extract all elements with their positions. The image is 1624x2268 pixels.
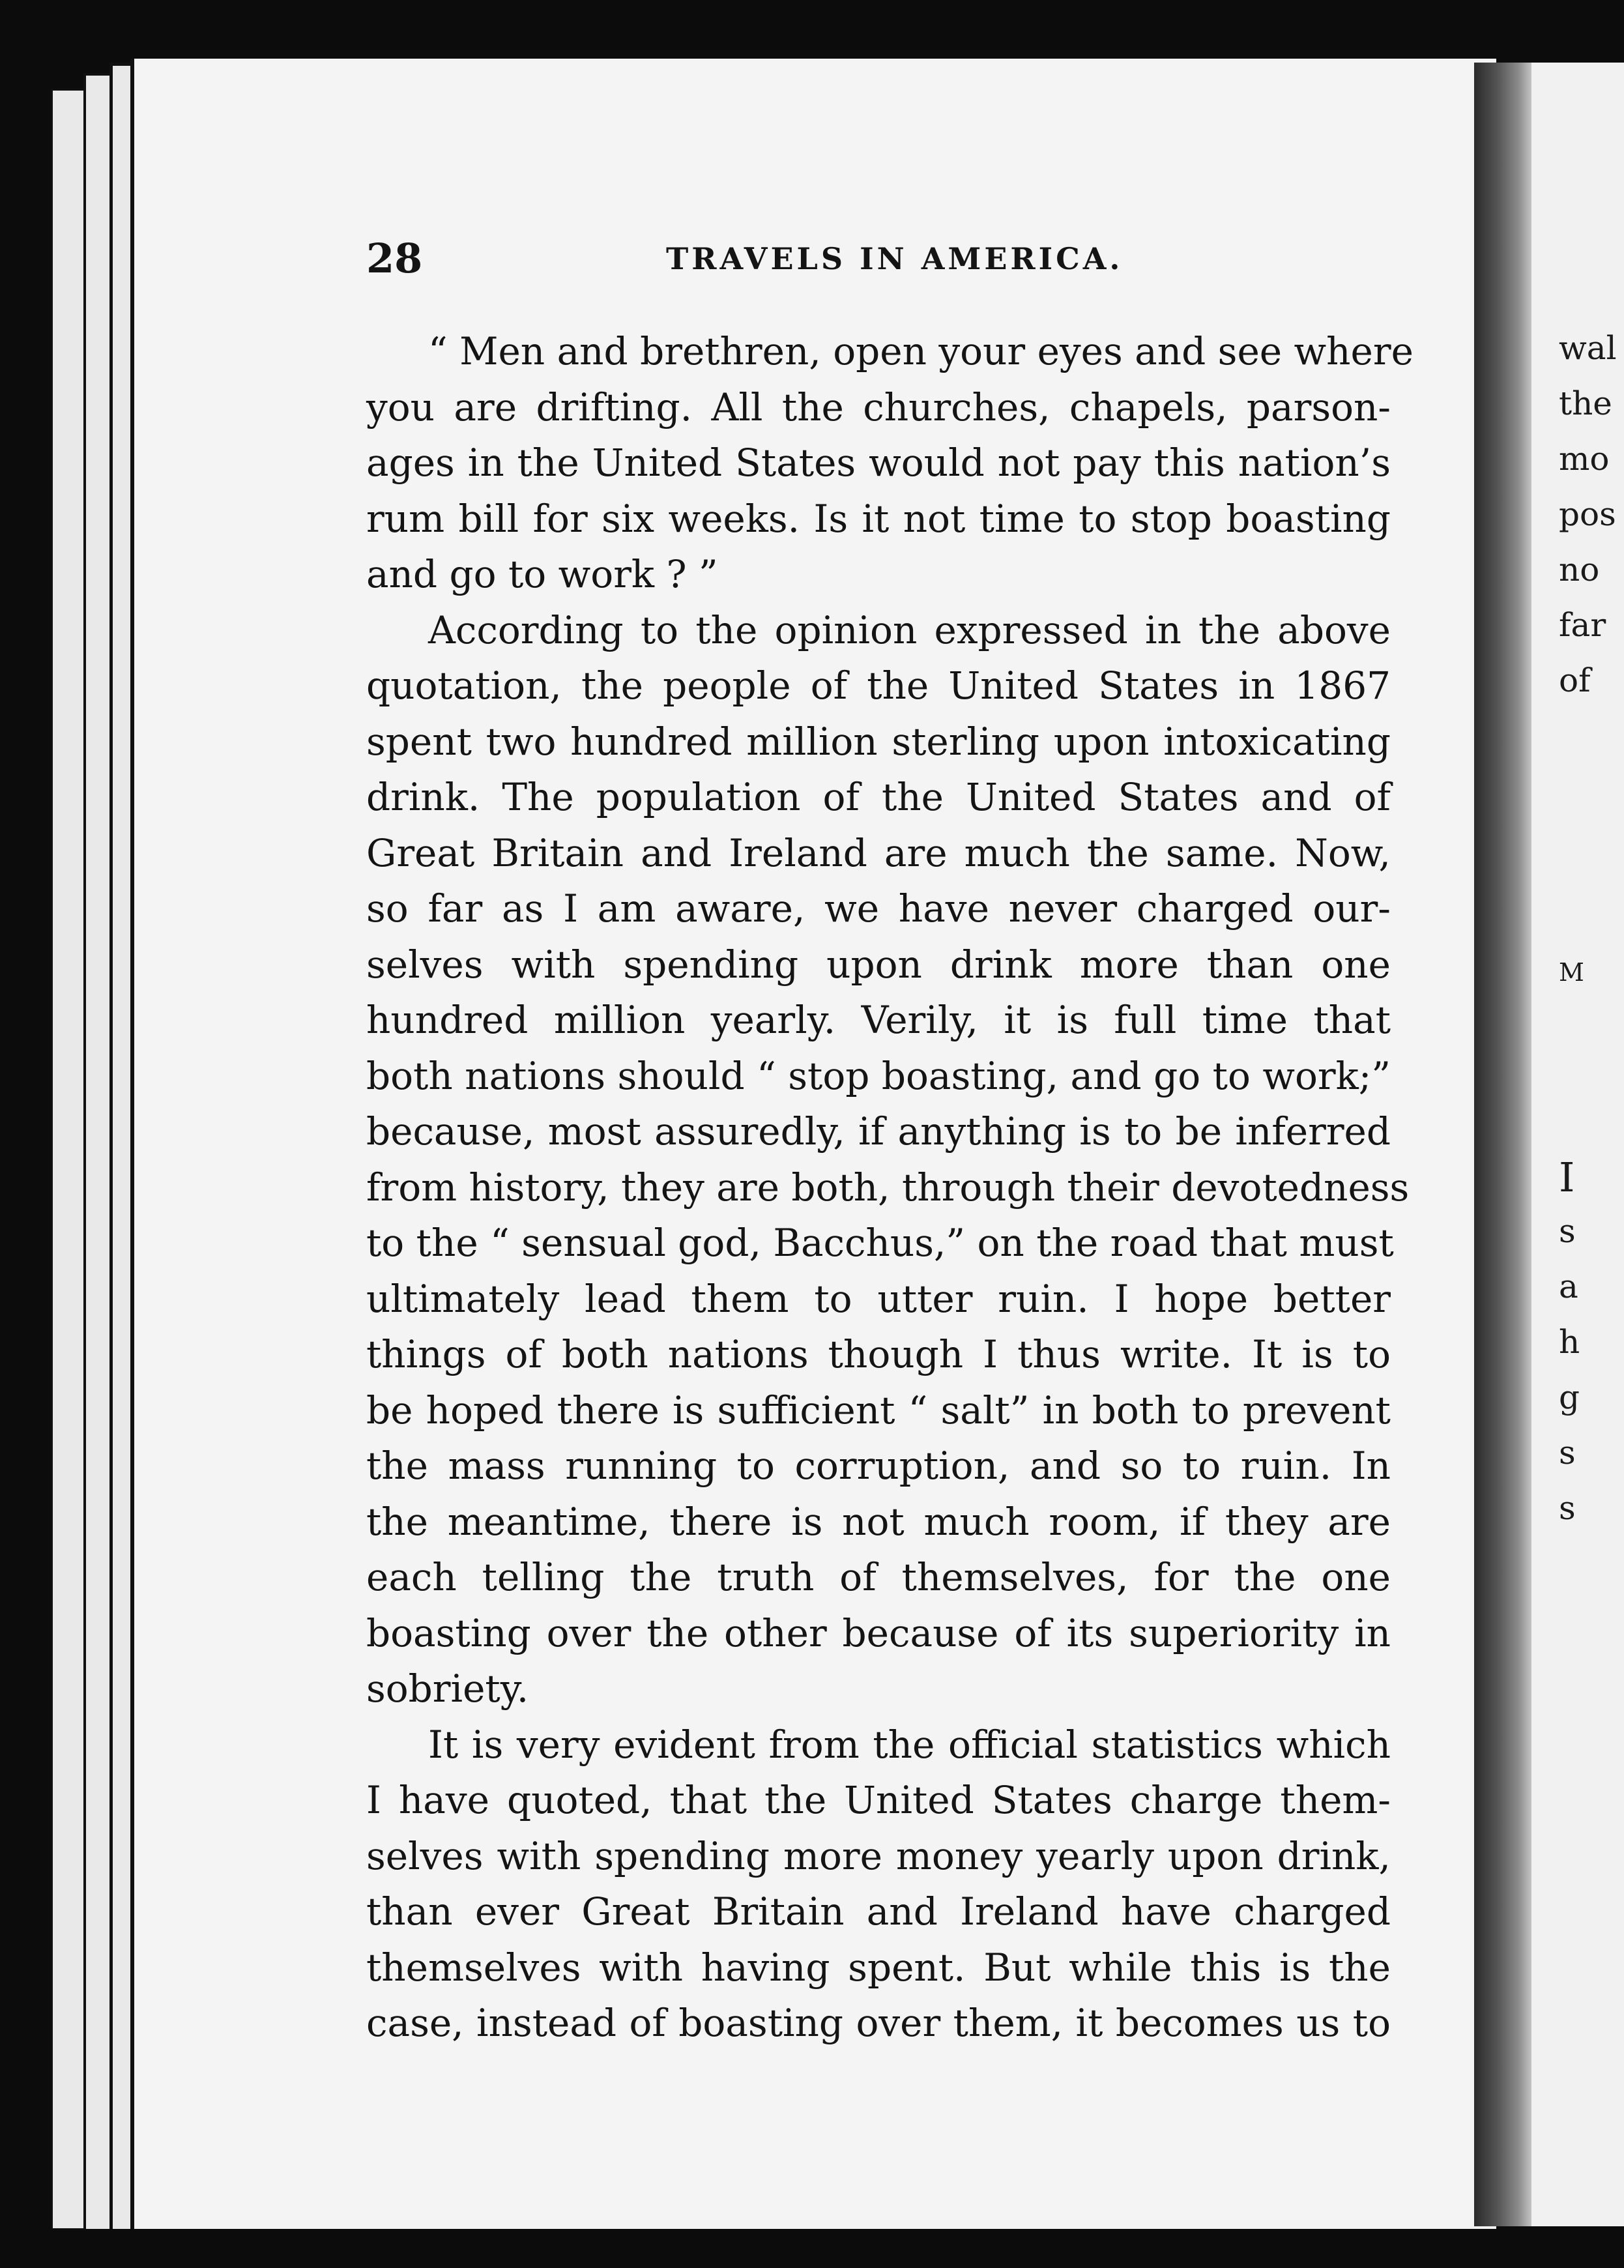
facing-page-fragment: the — [1559, 385, 1612, 422]
text-line: rum bill for six weeks. Is it not time to stop boasting — [366, 496, 1391, 541]
text-line: “ Men and brethren, open your eyes and see where — [428, 329, 1414, 373]
text-line: from history, they are both, through their devotedness — [366, 1165, 1410, 1210]
text-line: boasting over the other because of its superiority in — [366, 1610, 1391, 1655]
text-line: It is very evident from the official statistics which — [428, 1722, 1391, 1767]
text-line: Great Britain and Ireland are much the same. Now, — [366, 830, 1391, 875]
text-line: selves with spending more money yearly upon drink, — [366, 1833, 1391, 1878]
text-line: themselves with having spent. But while this is the — [366, 1945, 1391, 1990]
text-line: quotation, the people of the United States in 1867 — [366, 663, 1391, 708]
text-line: According to the opinion expressed in the above — [428, 607, 1391, 652]
text-line: hundred million yearly. Verily, it is full time that — [366, 998, 1391, 1042]
text-line: be hoped there is sufficient “ salt” in both to prevent — [366, 1388, 1391, 1432]
facing-page-fragment: h — [1559, 1323, 1580, 1361]
text-line: to the “ sensual god, Bacchus,” on the road that must — [366, 1221, 1394, 1265]
book-gutter — [1474, 63, 1533, 2226]
text-line: ultimately lead them to utter ruin. I hope better — [366, 1276, 1391, 1321]
scan-border — [0, 2229, 1624, 2268]
text-line: sobriety. — [366, 1666, 529, 1711]
facing-page-fragment: g — [1559, 1378, 1580, 1416]
text-line: spent two hundred million sterling upon intoxicating — [366, 719, 1391, 764]
text-line: the mass running to corruption, and so to ruin. In — [366, 1444, 1391, 1488]
text-line: ages in the United States would not pay this nation’s — [366, 441, 1391, 485]
facing-page-fragment: s — [1559, 1489, 1576, 1527]
page-number: 28 — [366, 235, 423, 282]
text-line: each telling the truth of themselves, for the one — [366, 1555, 1391, 1599]
text-line: I have quoted, that the United States charge them- — [366, 1778, 1391, 1822]
text-line: selves with spending upon drink more than one — [366, 942, 1391, 987]
facing-page-fragment: s — [1559, 1434, 1576, 1472]
text-line: than ever Great Britain and Ireland have charged — [366, 1889, 1391, 1934]
text-line: things of both nations though I thus write. It is to — [366, 1332, 1391, 1376]
facing-page-fragment: no — [1559, 551, 1600, 589]
text-line: both nations should “ stop boasting, and go to work;” — [366, 1053, 1391, 1098]
text-line: the meantime, there is not much room, if they are — [366, 1499, 1391, 1544]
text-line: you are drifting. All the churches, chapels, parson- — [366, 385, 1391, 429]
facing-page-fragment: a — [1559, 1268, 1578, 1305]
facing-page-fragment: I — [1559, 1154, 1575, 1201]
text-line: drink. The population of the United States and of — [366, 775, 1391, 819]
page-body — [366, 324, 1414, 2052]
facing-page-fragment: mo — [1559, 440, 1610, 478]
text-line: and go to work ? ” — [366, 552, 718, 596]
text-line: so far as I am aware, we have never charged our- — [366, 886, 1391, 931]
facing-page-fragment: of — [1559, 662, 1591, 699]
running-title: TRAVELS IN AMERICA. — [666, 241, 1124, 276]
facing-page-fragment: pos — [1559, 495, 1616, 533]
facing-page-fragment: wal — [1559, 329, 1617, 367]
text-line: because, most assuredly, if anything is to be inferred — [366, 1109, 1391, 1154]
facing-page-fragment: M — [1559, 958, 1584, 987]
facing-page-fragment: far — [1559, 606, 1606, 644]
facing-page-fragment: s — [1559, 1212, 1576, 1250]
text-line: case, instead of boasting over them, it becomes us to — [366, 2001, 1391, 2045]
running-head — [366, 235, 1402, 287]
